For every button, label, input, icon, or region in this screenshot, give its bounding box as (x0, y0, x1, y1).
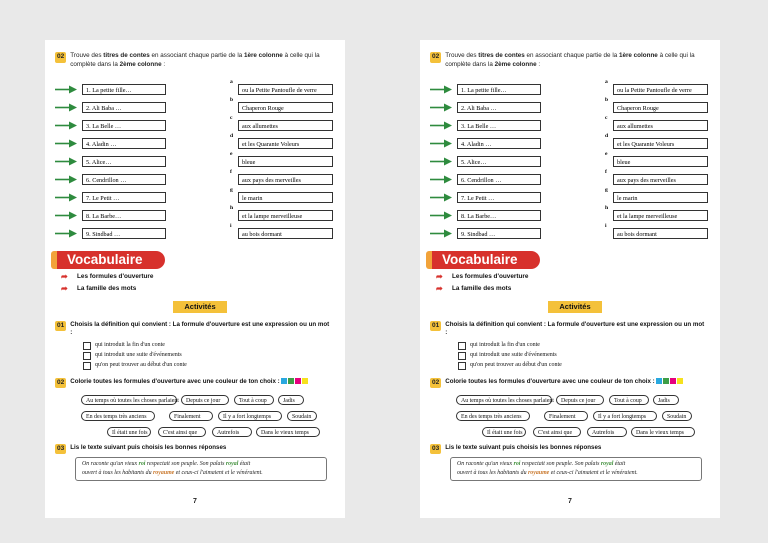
vocab-item-label: Les formules d'ouverture (452, 273, 529, 280)
vocab-item (61, 272, 154, 281)
match-left-box[interactable]: 7. Le Petit … (457, 192, 541, 203)
match-row (420, 133, 720, 151)
exercise-number: 01 (432, 322, 440, 329)
color-swatch (656, 378, 662, 384)
opening-formula-pill[interactable]: C'est ainsi que (158, 427, 206, 437)
match-row (420, 115, 720, 133)
match-right-box[interactable]: ou la Petite Pantoufle de verre (613, 84, 708, 95)
opening-formula-pill[interactable]: Il était une fois (482, 427, 526, 437)
story-part: et ceux-ci l'aimaient et le vénéraient. (549, 469, 638, 476)
match-right-box[interactable]: bleue (613, 156, 708, 167)
match-right-box[interactable]: bleue (238, 156, 333, 167)
story-part: On raconte qu'un vieux (82, 461, 139, 467)
story-part: était (238, 461, 251, 467)
instruction-part: à celle qui la complète dans la (445, 52, 695, 68)
exercise-number: 02 (55, 52, 66, 63)
arrow-right-icon (55, 193, 77, 202)
match-row (45, 223, 345, 241)
opening-formula-pill[interactable]: Jadis (278, 395, 304, 405)
vocabulary-banner: Vocabulaire (55, 251, 165, 269)
option-checkbox[interactable] (458, 352, 466, 360)
match-left-box[interactable]: 1. La petite fille… (82, 84, 166, 95)
vocab-item-label: La famille des mots (452, 285, 512, 292)
match-right-box[interactable]: aux allumettes (238, 120, 333, 131)
match-right-box[interactable]: aux pays des merveilles (238, 174, 333, 185)
opening-formula-pill[interactable]: C'est ainsi que (533, 427, 581, 437)
match-left-box[interactable]: 8. La Barbe… (82, 210, 166, 221)
exercise-number: 03 (57, 445, 65, 452)
opening-formula-pill[interactable]: Dans le vieux temps (631, 427, 695, 437)
match-row (420, 151, 720, 169)
match-row (45, 97, 345, 115)
match-letter: g (230, 187, 233, 193)
arrow-right-icon (430, 229, 452, 238)
instruction-part: Trouve des (445, 52, 479, 59)
instruction-bold: 1ère colonne (618, 52, 658, 59)
story-part: et ceux-ci l'aimaient et le vénéraient. (174, 469, 263, 476)
exercise-number: 01 (57, 322, 65, 329)
match-right-box[interactable]: aux allumettes (613, 120, 708, 131)
arrow-right-icon (430, 157, 452, 166)
match-right-box[interactable]: et la lampe merveilleuse (613, 210, 708, 221)
match-letter: c (230, 115, 233, 121)
match-right-box[interactable]: le marin (238, 192, 333, 203)
color-swatch (677, 378, 683, 384)
opening-formula-pill[interactable]: Tout à coup (234, 395, 274, 405)
instruction-bold: 2ème colonne (494, 60, 537, 68)
match-row (45, 79, 345, 97)
option-label: qu'on peut trouver au début d'un conte (470, 362, 562, 368)
match-letter: b (605, 97, 609, 103)
color-swatch (663, 378, 669, 384)
match-letter: h (605, 205, 609, 211)
match-left-box[interactable]: 6. Cendrillon … (457, 174, 541, 185)
opening-formula-pill[interactable]: En des temps très anciens (456, 411, 530, 421)
question-text: Colorie toutes les formules d'ouverture avec une couleur de ton choix : (70, 378, 280, 385)
arrow-right-icon (55, 211, 77, 220)
question-text: Lis le texte suivant puis choisis les bonnes réponses (70, 444, 227, 451)
match-letter: c (605, 115, 608, 121)
match-right-box[interactable]: et la lampe merveilleuse (238, 210, 333, 221)
match-left-box[interactable]: 7. Le Petit … (82, 192, 166, 203)
match-right-box[interactable]: le marin (613, 192, 708, 203)
opening-formula-pill[interactable]: Au temps où toutes les choses parlaient (81, 395, 177, 405)
match-letter: i (230, 223, 232, 229)
match-right-box[interactable]: et les Quarante Voleurs (238, 138, 333, 149)
match-letter: f (605, 169, 607, 175)
vocabulary-banner: Vocabulaire (430, 251, 540, 269)
opening-formula-pill[interactable]: Finalement (544, 411, 588, 421)
match-letter: d (230, 133, 234, 139)
instruction-bold: titres de contes (103, 52, 150, 59)
opening-formula-pill[interactable]: Finalement (169, 411, 213, 421)
option-label: qui introduit une suite d'événements (470, 352, 557, 358)
story-highlight: royaume (153, 469, 175, 476)
arrow-right-icon (430, 193, 452, 202)
match-right-box[interactable]: au bois dormant (613, 228, 708, 239)
opening-formula-pill[interactable]: Depuis ce jour (556, 395, 604, 405)
arrow-right-icon (430, 103, 452, 112)
story-highlight: royal (600, 461, 614, 467)
match-row (45, 169, 345, 187)
opening-formula-pill[interactable]: Autrefois (587, 427, 627, 437)
vocab-item (436, 284, 512, 293)
opening-formula-pill[interactable]: Il y a fort longtemps (218, 411, 282, 421)
match-letter: b (230, 97, 234, 103)
opening-formula-pill[interactable]: En des temps très anciens (81, 411, 155, 421)
match-row (420, 205, 720, 223)
match-left-box[interactable]: 3. La Belle … (457, 120, 541, 131)
option-label: qui introduit la fin d'un conte (95, 342, 165, 348)
instruction-part: en associant chaque partie de la (524, 52, 619, 59)
color-swatch (288, 378, 294, 384)
match-letter: g (605, 187, 608, 193)
option-label: qu'on peut trouver au début d'un conte (95, 362, 187, 368)
match-left-box[interactable]: 5. Alice… (457, 156, 541, 167)
story-text-box (75, 457, 327, 481)
vocab-item (436, 272, 529, 281)
activities-label: Activités (173, 301, 227, 313)
match-left-box[interactable]: 5. Alice… (82, 156, 166, 167)
arrow-right-icon (430, 121, 452, 130)
match-left-box[interactable]: 9. Sindbad … (82, 228, 166, 239)
story-highlight: roi (138, 461, 146, 467)
arrow-right-icon (55, 121, 77, 130)
instruction-bold: 1ère colonne (243, 52, 283, 59)
exercise-number: 02 (430, 52, 441, 63)
match-letter: a (230, 79, 233, 85)
match-left-box[interactable]: 4. Aladin … (457, 138, 541, 149)
opening-formula-pill[interactable]: Depuis ce jour (181, 395, 229, 405)
arrow-right-icon (430, 85, 452, 94)
arrow-right-icon (55, 157, 77, 166)
question-01 (430, 321, 715, 337)
match-letter: i (605, 223, 607, 229)
opening-formula-pill[interactable]: Jadis (653, 395, 679, 405)
question-text: Choisis la définition qui convient : La formule d'ouverture est une expression ou un mot : (445, 321, 705, 336)
instruction-part: : (536, 60, 541, 68)
opening-formula-pill[interactable]: Soudain (287, 411, 317, 421)
option-checkbox[interactable] (458, 342, 466, 350)
instruction-part: Trouve des (70, 52, 104, 59)
match-row (45, 205, 345, 223)
match-row (420, 187, 720, 205)
match-row (45, 133, 345, 151)
story-part: ouvert à tous les habitants du (457, 469, 529, 476)
definition-option (95, 342, 165, 348)
match-row (420, 223, 720, 241)
match-left-box[interactable]: 3. La Belle … (82, 120, 166, 131)
exercise-02-heading (55, 52, 340, 69)
story-highlight: roi (513, 461, 521, 467)
match-left-box[interactable]: 8. La Barbe… (457, 210, 541, 221)
exercise-instruction (445, 52, 703, 69)
question-03 (55, 444, 340, 454)
opening-formula-pill[interactable]: Il y a fort longtemps (593, 411, 657, 421)
story-part: était (613, 461, 626, 467)
definition-option (470, 342, 540, 348)
question-text: Colorie toutes les formules d'ouverture avec une couleur de ton choix : (445, 378, 655, 385)
option-checkbox[interactable] (83, 352, 91, 360)
arrow-right-icon (430, 211, 452, 220)
story-part: ouvert à tous les habitants du (82, 469, 154, 476)
opening-formula-pill[interactable]: Il était une fois (107, 427, 151, 437)
story-part: respectait son peuple. Son palais (520, 461, 601, 467)
vocab-item-label: Les formules d'ouverture (77, 273, 154, 280)
question-03 (430, 444, 715, 454)
match-row (420, 169, 720, 187)
page-right (420, 40, 720, 518)
match-letter: e (230, 151, 233, 157)
page-number: 7 (568, 498, 572, 505)
match-right-box[interactable]: au bois dormant (238, 228, 333, 239)
page-left (45, 40, 345, 518)
match-right-box[interactable]: aux pays des merveilles (613, 174, 708, 185)
opening-formula-pill[interactable]: Au temps où toutes les choses parlaient (456, 395, 552, 405)
instruction-part: en associant chaque partie de la (149, 52, 244, 59)
question-text: Lis le texte suivant puis choisis les bonnes réponses (445, 444, 602, 451)
arrow-right-icon (430, 139, 452, 148)
question-text: Choisis la définition qui convient : La formule d'ouverture est une expression ou un mot : (70, 321, 330, 336)
match-left-box[interactable]: 1. La petite fille… (457, 84, 541, 95)
exercise-number: 03 (432, 445, 440, 452)
arrow-right-icon (55, 103, 77, 112)
match-left-box[interactable]: 2. Ali Baba … (82, 102, 166, 113)
color-swatch (295, 378, 301, 384)
match-right-box[interactable]: Chaperon Rouge (613, 102, 708, 113)
match-row (420, 97, 720, 115)
match-left-box[interactable]: 9. Sindbad … (457, 228, 541, 239)
arrow-right-icon (55, 175, 77, 184)
instruction-bold: 2ème colonne (119, 60, 162, 68)
definition-option (95, 352, 182, 358)
match-letter: f (230, 169, 232, 175)
exercise-number: 02 (432, 379, 440, 386)
story-part: respectait son peuple. Son palais (145, 461, 226, 467)
curved-arrow-icon: ➦ (61, 284, 68, 293)
curved-arrow-icon: ➦ (436, 284, 443, 293)
color-swatch (281, 378, 287, 384)
definition-option (95, 362, 187, 368)
story-highlight: royal (225, 461, 239, 467)
vocab-item-label: La famille des mots (77, 285, 137, 292)
opening-formula-pill[interactable]: Tout à coup (609, 395, 649, 405)
option-label: qui introduit la fin d'un conte (470, 342, 540, 348)
match-row (45, 187, 345, 205)
option-checkbox[interactable] (458, 362, 466, 370)
question-02 (55, 378, 340, 388)
curved-arrow-icon: ➦ (436, 272, 443, 281)
opening-formula-pill[interactable]: Soudain (662, 411, 692, 421)
story-part: On raconte qu'un vieux (457, 461, 514, 467)
exercise-number: 02 (57, 379, 65, 386)
match-letter: d (605, 133, 609, 139)
match-letter: h (230, 205, 234, 211)
match-row (45, 115, 345, 133)
match-row (420, 79, 720, 97)
option-checkbox[interactable] (83, 362, 91, 370)
vocab-item (61, 284, 137, 293)
page-number: 7 (193, 498, 197, 505)
story-text-box (450, 457, 702, 481)
definition-option (470, 352, 557, 358)
curved-arrow-icon: ➦ (61, 272, 68, 281)
opening-formula-pill[interactable]: Dans le vieux temps (256, 427, 320, 437)
instruction-part: : (161, 60, 166, 68)
question-02 (430, 378, 715, 388)
story-highlight: royaume (528, 469, 550, 476)
match-right-box[interactable]: et les Quarante Voleurs (613, 138, 708, 149)
exercise-02-heading (430, 52, 715, 69)
arrow-right-icon (430, 175, 452, 184)
arrow-right-icon (55, 229, 77, 238)
definition-option (470, 362, 562, 368)
option-label: qui introduit une suite d'événements (95, 352, 182, 358)
activities-label: Activités (548, 301, 602, 313)
question-01 (55, 321, 340, 337)
arrow-right-icon (55, 85, 77, 94)
match-left-box[interactable]: 4. Aladin … (82, 138, 166, 149)
option-checkbox[interactable] (83, 342, 91, 350)
instruction-bold: titres de contes (478, 52, 525, 59)
match-row (45, 151, 345, 169)
arrow-right-icon (55, 139, 77, 148)
opening-formula-pill[interactable]: Autrefois (212, 427, 252, 437)
match-right-box[interactable]: Chaperon Rouge (238, 102, 333, 113)
match-letter: a (605, 79, 608, 85)
exercise-instruction (70, 52, 328, 69)
instruction-part: à celle qui la complète dans la (70, 52, 320, 68)
match-left-box[interactable]: 2. Ali Baba … (457, 102, 541, 113)
color-swatch (302, 378, 308, 384)
color-swatch (670, 378, 676, 384)
match-letter: e (605, 151, 608, 157)
match-right-box[interactable]: ou la Petite Pantoufle de verre (238, 84, 333, 95)
match-left-box[interactable]: 6. Cendrillon … (82, 174, 166, 185)
